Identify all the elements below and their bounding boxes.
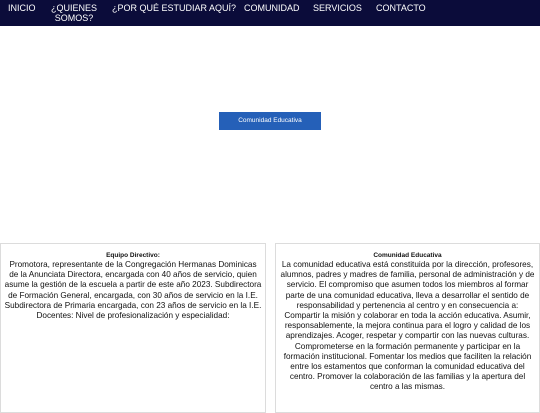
comunidad-educativa-card xyxy=(275,243,540,413)
nav-servicios[interactable]: SERVICIOS xyxy=(313,3,362,13)
equipo-directivo-title: Equipo Directivo: xyxy=(106,252,160,259)
nav-quienes-line2: SOMOS? xyxy=(54,13,94,23)
comunidad-educativa-title: Comunidad Educativa xyxy=(373,252,442,259)
nav-inicio[interactable]: INICIO xyxy=(8,3,36,13)
nav-quienes-line1: ¿QUIENES xyxy=(51,3,98,13)
nav-comunidad[interactable]: COMUNIDAD xyxy=(244,3,300,13)
equipo-directivo-card xyxy=(0,243,266,413)
comunidad-educativa-button[interactable]: Comunidad Educativa xyxy=(219,112,321,130)
nav-por-que-estudiar[interactable]: ¿POR QUÉ ESTUDIAR AQUÍ? xyxy=(112,3,237,13)
top-navigation-bar xyxy=(0,0,540,26)
nav-contacto[interactable]: CONTACTO xyxy=(376,3,426,13)
nav-quienes-somos[interactable] xyxy=(51,3,97,23)
equipo-directivo-text: Promotora, representante de la Congregación Hermanas Dominicas de la Anunciata Directora, encargada con 40 años de servicio, quien asume la gestión de la escuela a partir de este año 2023. Subdirectora de Formación General, encargada, con 30 años de servicio en la I.E. Subdirectora de Primaria encargada, con 23 años de servicio en la I.E. Docentes: Nivel de profesionalización y especialidad: xyxy=(4,260,262,321)
comunidad-educativa-text: La comunidad educativa está constituida por la dirección, profesores, alumnos, padres y madres de familia, personal de administración y de servicio. El compromiso que asumen todos los miembros al formar parte de una comunidad educativa, lleva a desarrollar el sentido de responsabilidad y pertenencia al centro y en consecuencia a: Compartir la misión y colaborar en toda la acción educativa. Asumir, responsablemente, la mejora continua para el logro y calidad de los aprendizajes. Acoger, respetar y compartir con las nuevas culturas. Comprometerse en la formación permanente y participar en la formación institucional. Fomentar los medios que faciliten la relación entre los estamentos que conforman la comunidad educativa del centro. Promover la colaboración de las familias y la apertura del centro a las mismas. xyxy=(280,260,535,392)
